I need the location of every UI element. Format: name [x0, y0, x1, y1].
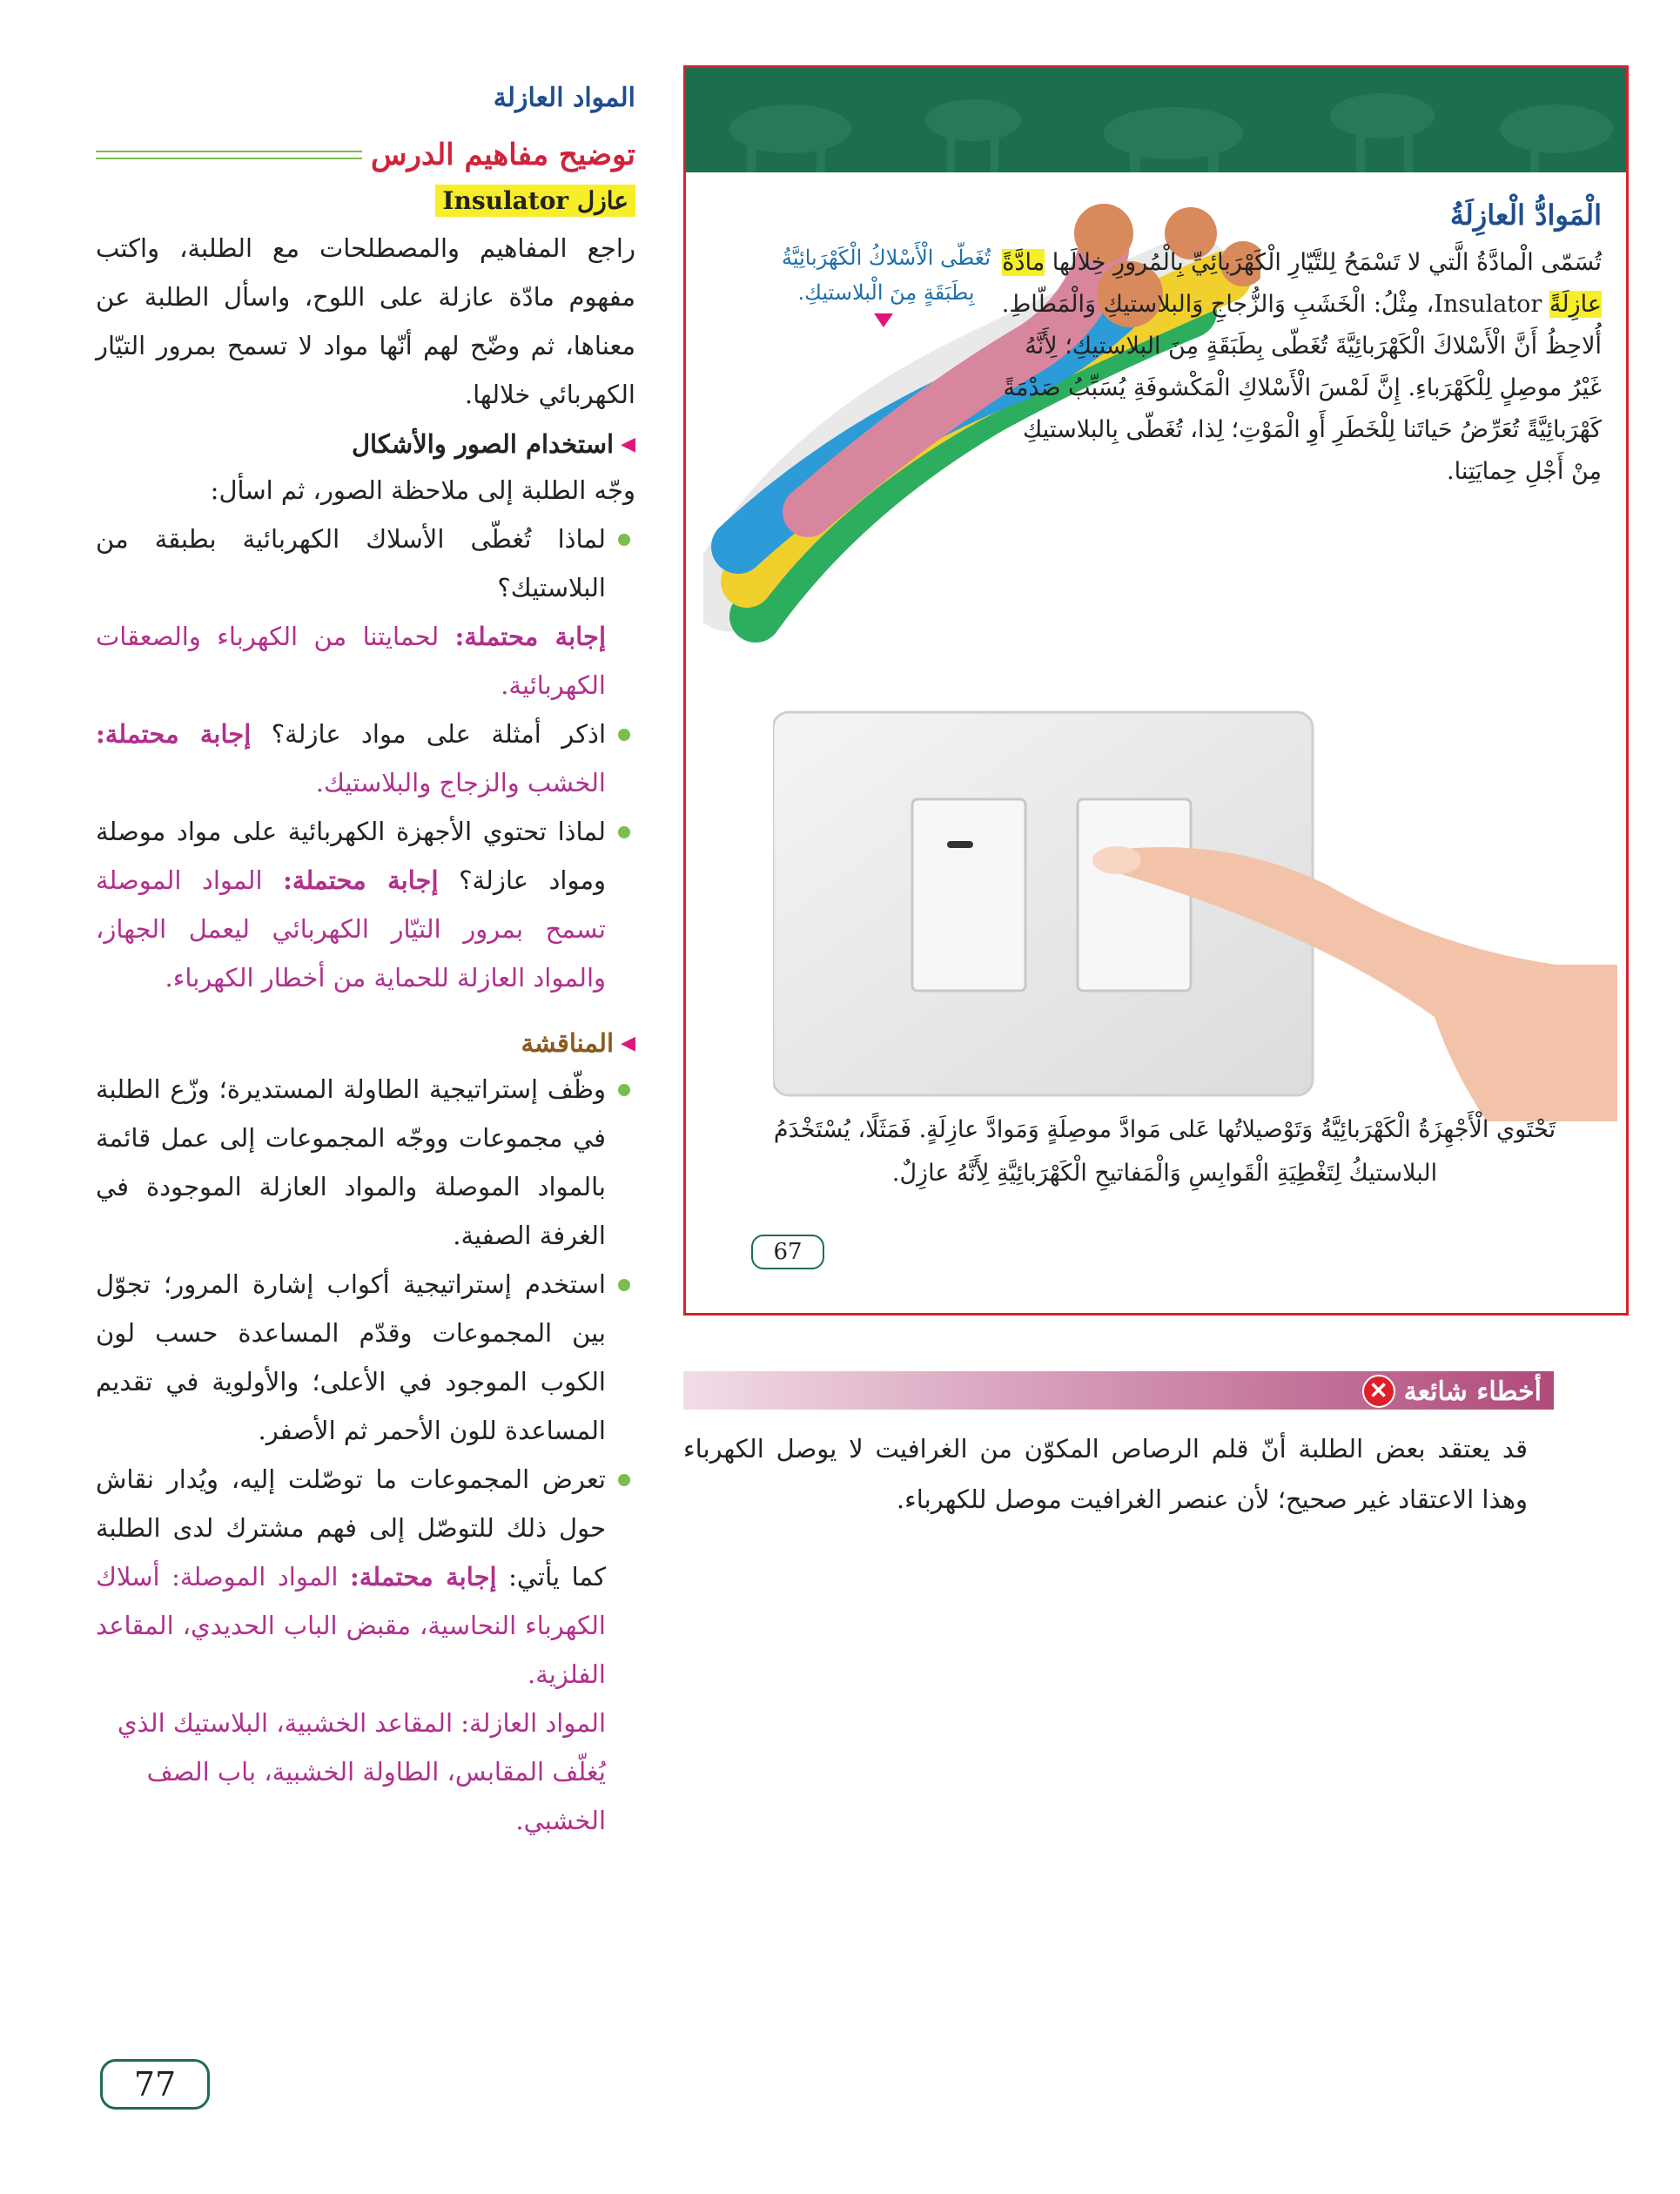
- triangle-marker-icon: ◀: [621, 1032, 635, 1054]
- common-mistakes-text: قد يعتقد بعض الطلبة أنّ قلم الرصاص المكوّن من الغرافيت لا يوصل الكهرباء وهذا الاعتقاد غير صحيح؛ لأن عنصر الغرافيت موصل للكهرباء.: [683, 1434, 1528, 1514]
- concepts-header: [96, 138, 635, 172]
- answer-4-conductors: المواد الموصلة: أسلاك الكهرباء النحاسية، مقبض الباب الحديدي، المقاعد الفلزية.: [96, 1562, 606, 1689]
- animal-silhouettes-decoration: [686, 68, 1626, 172]
- teacher-notes-column: [96, 83, 635, 1845]
- images-heading: [96, 422, 635, 466]
- answer-label: إجابة محتملة:: [350, 1562, 497, 1592]
- student-paragraph: [1001, 242, 1602, 493]
- list-item: [96, 710, 635, 807]
- list-item: استخدم إستراتيجية أكواب إشارة المرور؛ تجوّل بين المجموعات وقدّم المساعدة حسب لون الكوب الموجود في الأعلى؛ والأولوية في تقديم المساعدة للون الأحمر ثم الأصفر.: [96, 1260, 635, 1455]
- concepts-label: توضيح مفاهيم الدرس: [371, 138, 635, 172]
- triangle-marker-icon: ◀: [621, 433, 635, 455]
- answer-label: إجابة محتملة:: [96, 719, 252, 749]
- answer-label: إجابة محتملة:: [283, 865, 439, 895]
- paragraph-part-2: Insulator، مِثْلُ: الْخَشَبِ وَالزُّجاجِ وَالبلاستيكِ وَالْمَطّاطِ. أُلاحِظُ أَنَّ الْأَسْلاكَ الْكَهْرَبائِيَّةَ تُغَطّى بِطَبَقَةٍ مِنَ البلاستيكِ؛ لِأَنَّهُ غَيْرُ موصِلٍ لِلْكَهْرَباءِ.: [1001, 291, 1602, 401]
- highlighted-term: مادَّةً عازِلَةً: [1002, 249, 1602, 318]
- discussion-3: تعرض المجموعات ما توصّلت إليه، ويُدار نقاش حول ذلك للتوصّل إلى فهم مشترك لدى الطلبة كما يأتي:: [96, 1464, 606, 1592]
- page-number: 77: [100, 2059, 210, 2110]
- answer-2: الخشب والزجاج والبلاستيك.: [315, 768, 606, 798]
- list-item: [96, 807, 635, 1002]
- green-banner: [686, 68, 1626, 172]
- common-mistakes-label: أخطاء شائعة: [1403, 1376, 1542, 1407]
- section-title: المواد العازلة: [493, 83, 635, 113]
- discussion-list: [96, 1065, 635, 1699]
- term-highlight: عازل Insulator: [435, 185, 635, 217]
- answer-label: إجابة محتملة:: [454, 622, 607, 651]
- question-list: [96, 515, 635, 1002]
- list-item: وظّف إستراتيجية الطاولة المستديرة؛ وزّع الطلبة في مجموعات ووجّه المجموعات إلى عمل قائمة بالمواد الموصلة والمواد العازلة الموجودة في الغرفة الصفية.: [96, 1065, 635, 1260]
- question-1: لماذا تُغطّى الأسلاك الكهربائية بطبقة من البلاستيك؟: [96, 524, 606, 602]
- images-heading-text: استخدام الصور والأشكال: [351, 429, 615, 459]
- answer-4-insulators: المواد العازلة: المقاعد الخشبية، البلاستيك الذي يُغلّف المقابس، الطاولة الخشبية، باب الصف الخشبي.: [117, 1708, 606, 1835]
- student-page-number: 67: [751, 1235, 824, 1269]
- intro-paragraph: راجع المفاهيم والمصطلحات مع الطلبة، واكتب مفهوم مادّة عازلة على اللوح، واسأل الطلبة عن معناها، ثم وضّح لهم أنّها مواد لا تسمح بمرور التيّار الكهربائي خلالها.: [96, 233, 635, 409]
- discussion-heading: [96, 1021, 635, 1065]
- question-3: لماذا تحتوي الأجهزة الكهربائية على مواد موصلة ومواد عازلة؟: [96, 817, 607, 895]
- answer-3: المواد الموصلة تسمح بمرور التيّار الكهربائي ليعمل الجهاز، والمواد العازلة للحماية من أخطار الكهرباء.: [96, 865, 606, 993]
- concepts-divider: [96, 151, 362, 159]
- discussion-heading-text: المناقشة: [521, 1028, 615, 1058]
- common-mistakes-header: [1362, 1375, 1542, 1408]
- question-2: اذكر أمثلة على مواد عازلة؟: [271, 719, 606, 749]
- paragraph-part-1: تُسَمّى الْمادَّةُ الَّتي لا تَسْمَحُ لِلتَّيّارِ الْكَهْرَبائِيِّ بِالْمُرورِ خِلالَها: [1052, 249, 1602, 276]
- images-intro: وجّه الطلبة إلى ملاحظة الصور، ثم اسأل:: [210, 475, 635, 505]
- list-item: [96, 515, 635, 710]
- list-item: [96, 1455, 635, 1699]
- student-page-frame: [683, 65, 1629, 1316]
- student-page-title: الْمَوادُّ الْعازِلَةُ: [1449, 199, 1602, 232]
- x-circle-icon: ✕: [1362, 1375, 1395, 1408]
- common-mistakes-bar: [683, 1371, 1554, 1410]
- cable-caption: تُغَطّى الْأَسْلاكُ الْكَهْرَبائِيَّةُ بِطَبَقَةٍ مِنَ الْبلاستيكِ.: [781, 246, 991, 305]
- switch-caption: تَحْتَوي الْأَجْهِزَةُ الْكَهْرَبائِيَّةُ وَتَوْصيلاتُها عَلى مَوادَّ موصِلَةٍ وَمَوادَّ عازِلَةٍ. فَمَثَلًا، يُسْتَخْدَمُ البلاستيكُ لِتَغْطِيَةِ الْقَوابِسِ وَالْمَفاتيحِ الْكَهْرَبائِيَّةِ لِأَنَّهُ عازِلٌ.: [773, 1116, 1556, 1187]
- caption-arrow-icon: [874, 313, 893, 327]
- light-switch-illustration: [773, 703, 1617, 1121]
- answer-1: لحمايتنا من الكهرباء والصعقات الكهربائية.: [96, 622, 606, 700]
- paragraph-part-3: إِنَّ لَمْسَ الْأَسْلاكِ الْمَكْشوفَةِ يُسَبِّبُ صَدْمَةً كَهْرَبائِيَّةً تُعَرِّضُ حَياتَنا لِلْخَطَرِ أَوِ الْمَوْتِ؛ لِذا، تُغَطّى بِالبلاستيكِ مِنْ أَجْلِ حِمايَتِنا.: [1003, 374, 1602, 485]
